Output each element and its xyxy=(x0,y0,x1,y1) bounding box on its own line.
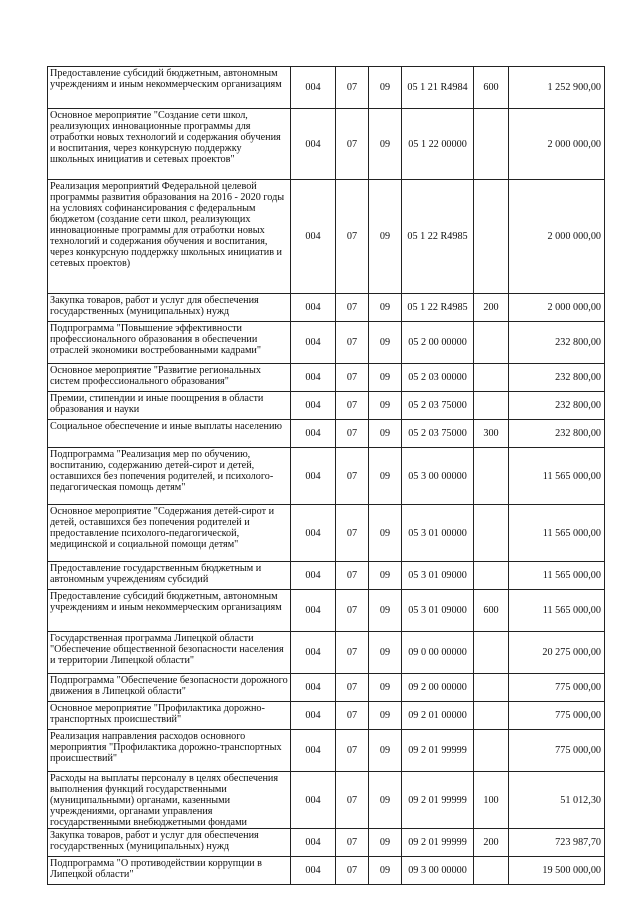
row-sum-cell: 1 252 900,00 xyxy=(509,67,605,109)
row-rz-cell: 07 xyxy=(336,590,369,632)
row-ved-cell: 004 xyxy=(291,632,336,674)
row-sum-cell: 19 500 000,00 xyxy=(509,857,605,885)
row-pr-cell: 09 xyxy=(369,829,402,857)
row-vr-cell xyxy=(474,632,509,674)
row-rz-cell: 07 xyxy=(336,772,369,829)
table-row xyxy=(48,702,605,730)
row-ved-cell: 004 xyxy=(291,322,336,364)
row-vr-cell xyxy=(474,180,509,294)
row-csr-cell: 05 2 03 75000 xyxy=(402,392,474,420)
row-rz-cell: 07 xyxy=(336,505,369,562)
table-row xyxy=(48,322,605,364)
row-name-cell: Подпрограмма "О противодействии коррупции в Липецкой области" xyxy=(48,857,291,885)
row-csr-cell: 05 2 00 00000 xyxy=(402,322,474,364)
row-ved-cell: 004 xyxy=(291,772,336,829)
row-vr-cell xyxy=(474,322,509,364)
row-sum-cell: 775 000,00 xyxy=(509,730,605,772)
row-rz-cell: 07 xyxy=(336,632,369,674)
row-csr-cell: 09 2 01 99999 xyxy=(402,772,474,829)
row-name-cell: Реализация направления расходов основного мероприятия "Профилактика дорожно-транспортных происшествий" xyxy=(48,730,291,772)
table-row xyxy=(48,562,605,590)
row-sum-cell: 2 000 000,00 xyxy=(509,109,605,180)
table-row xyxy=(48,294,605,322)
row-pr-cell: 09 xyxy=(369,364,402,392)
row-rz-cell: 07 xyxy=(336,322,369,364)
row-name-cell: Подпрограмма "Реализация мер по обучению, воспитанию, содержанию детей-сирот и детей, оставшихся без попечения родителей, и психолого-педагогическая помощь детям" xyxy=(48,448,291,505)
row-sum-cell: 723 987,70 xyxy=(509,829,605,857)
table-row xyxy=(48,632,605,674)
row-rz-cell: 07 xyxy=(336,730,369,772)
row-pr-cell: 09 xyxy=(369,392,402,420)
row-rz-cell: 07 xyxy=(336,109,369,180)
row-sum-cell: 232 800,00 xyxy=(509,392,605,420)
row-rz-cell: 07 xyxy=(336,562,369,590)
table-row xyxy=(48,829,605,857)
row-rz-cell: 07 xyxy=(336,294,369,322)
row-sum-cell: 11 565 000,00 xyxy=(509,448,605,505)
row-ved-cell: 004 xyxy=(291,109,336,180)
row-ved-cell: 004 xyxy=(291,562,336,590)
row-csr-cell: 05 3 01 09000 xyxy=(402,562,474,590)
row-ved-cell: 004 xyxy=(291,448,336,505)
row-name-cell: Расходы на выплаты персоналу в целях обеспечения выполнения функций государственными (муниципальными) органами, казенными учреждениями, органами управления государственными внебюджетными фондами xyxy=(48,772,291,829)
row-name-cell: Предоставление субсидий бюджетным, автономным учреждениям и иным некоммерческим организациям xyxy=(48,67,291,109)
table-row xyxy=(48,857,605,885)
row-pr-cell: 09 xyxy=(369,730,402,772)
row-vr-cell xyxy=(474,702,509,730)
row-name-cell: Подпрограмма "Повышение эффективности профессионального образования в обеспечении отраслей экономики востребованными кадрами" xyxy=(48,322,291,364)
row-pr-cell: 09 xyxy=(369,67,402,109)
row-sum-cell: 232 800,00 xyxy=(509,322,605,364)
row-rz-cell: 07 xyxy=(336,674,369,702)
row-vr-cell xyxy=(474,109,509,180)
row-ved-cell: 004 xyxy=(291,590,336,632)
row-pr-cell: 09 xyxy=(369,420,402,448)
row-csr-cell: 05 1 21 R4984 xyxy=(402,67,474,109)
row-ved-cell: 004 xyxy=(291,67,336,109)
row-ved-cell: 004 xyxy=(291,364,336,392)
row-csr-cell: 05 3 01 09000 xyxy=(402,590,474,632)
row-name-cell: Основное мероприятие "Содержания детей-сирот и детей, оставшихся без попечения родителей и предоставление психолого-педагогической, медицинской и социальной помощи детям" xyxy=(48,505,291,562)
row-pr-cell: 09 xyxy=(369,562,402,590)
budget-table xyxy=(47,66,605,885)
row-sum-cell: 11 565 000,00 xyxy=(509,590,605,632)
row-name-cell: Реализация мероприятий Федеральной целевой программы развития образования на 2016 - 2020 годы на условиях софинансирования с федеральным бюджетом (создание сети школ, реализующих инновационные программы для отработки новых технологий и содержания обучения и воспитания, через конкурсную поддержку школьных инициатив и сетевых проектов) xyxy=(48,180,291,294)
row-pr-cell: 09 xyxy=(369,109,402,180)
row-ved-cell: 004 xyxy=(291,505,336,562)
row-csr-cell: 05 1 22 R4985 xyxy=(402,180,474,294)
row-vr-cell: 600 xyxy=(474,67,509,109)
row-ved-cell: 004 xyxy=(291,702,336,730)
row-vr-cell xyxy=(474,562,509,590)
row-rz-cell: 07 xyxy=(336,180,369,294)
row-pr-cell: 09 xyxy=(369,702,402,730)
row-vr-cell: 200 xyxy=(474,294,509,322)
row-ved-cell: 004 xyxy=(291,392,336,420)
row-vr-cell xyxy=(474,730,509,772)
row-rz-cell: 07 xyxy=(336,420,369,448)
table-row xyxy=(48,67,605,109)
row-pr-cell: 09 xyxy=(369,857,402,885)
row-sum-cell: 2 000 000,00 xyxy=(509,180,605,294)
row-pr-cell: 09 xyxy=(369,322,402,364)
row-vr-cell: 300 xyxy=(474,420,509,448)
row-csr-cell: 05 3 01 00000 xyxy=(402,505,474,562)
table-row xyxy=(48,505,605,562)
row-csr-cell: 09 2 01 99999 xyxy=(402,829,474,857)
row-vr-cell xyxy=(474,505,509,562)
table-row xyxy=(48,420,605,448)
row-pr-cell: 09 xyxy=(369,632,402,674)
row-rz-cell: 07 xyxy=(336,392,369,420)
row-csr-cell: 09 0 00 00000 xyxy=(402,632,474,674)
row-rz-cell: 07 xyxy=(336,702,369,730)
row-ved-cell: 004 xyxy=(291,420,336,448)
table-row xyxy=(48,730,605,772)
table-row xyxy=(48,392,605,420)
table-row xyxy=(48,590,605,632)
row-ved-cell: 004 xyxy=(291,674,336,702)
row-sum-cell: 51 012,30 xyxy=(509,772,605,829)
row-ved-cell: 004 xyxy=(291,730,336,772)
row-pr-cell: 09 xyxy=(369,294,402,322)
row-vr-cell: 200 xyxy=(474,829,509,857)
row-ved-cell: 004 xyxy=(291,829,336,857)
row-name-cell: Закупка товаров, работ и услуг для обеспечения государственных (муниципальных) нужд xyxy=(48,294,291,322)
row-vr-cell: 600 xyxy=(474,590,509,632)
row-vr-cell xyxy=(474,674,509,702)
row-pr-cell: 09 xyxy=(369,505,402,562)
row-name-cell: Предоставление государственным бюджетным и автономным учреждениям субсидий xyxy=(48,562,291,590)
table-row xyxy=(48,674,605,702)
row-name-cell: Предоставление субсидий бюджетным, автономным учреждениям и иным некоммерческим организациям xyxy=(48,590,291,632)
row-name-cell: Социальное обеспечение и иные выплаты населению xyxy=(48,420,291,448)
row-csr-cell: 09 2 00 00000 xyxy=(402,674,474,702)
row-ved-cell: 004 xyxy=(291,294,336,322)
row-pr-cell: 09 xyxy=(369,674,402,702)
row-csr-cell: 09 2 01 99999 xyxy=(402,730,474,772)
row-name-cell: Премии, стипендии и иные поощрения в области образования и науки xyxy=(48,392,291,420)
table-row xyxy=(48,109,605,180)
row-name-cell: Подпрограмма "Обеспечение безопасности дорожного движения в Липецкой области" xyxy=(48,674,291,702)
row-rz-cell: 07 xyxy=(336,829,369,857)
row-vr-cell xyxy=(474,364,509,392)
row-pr-cell: 09 xyxy=(369,448,402,505)
row-rz-cell: 07 xyxy=(336,67,369,109)
row-vr-cell xyxy=(474,857,509,885)
table-row xyxy=(48,180,605,294)
row-vr-cell xyxy=(474,448,509,505)
row-csr-cell: 05 2 03 00000 xyxy=(402,364,474,392)
row-sum-cell: 232 800,00 xyxy=(509,364,605,392)
row-csr-cell: 09 2 01 00000 xyxy=(402,702,474,730)
row-sum-cell: 11 565 000,00 xyxy=(509,562,605,590)
row-sum-cell: 232 800,00 xyxy=(509,420,605,448)
table-row xyxy=(48,448,605,505)
row-name-cell: Основное мероприятие "Создание сети школ, реализующих инновационные программы для отработки новых технологий и содержания обучения и воспитания, через конкурсную поддержку школьных инициатив и сетевых проектов" xyxy=(48,109,291,180)
row-csr-cell: 05 2 03 75000 xyxy=(402,420,474,448)
row-name-cell: Государственная программа Липецкой области "Обеспечение общественной безопасности населения и территории Липецкой области" xyxy=(48,632,291,674)
row-name-cell: Основное мероприятие "Профилактика дорожно-транспортных происшествий" xyxy=(48,702,291,730)
row-pr-cell: 09 xyxy=(369,772,402,829)
row-rz-cell: 07 xyxy=(336,857,369,885)
row-ved-cell: 004 xyxy=(291,857,336,885)
row-sum-cell: 775 000,00 xyxy=(509,674,605,702)
row-csr-cell: 05 1 22 00000 xyxy=(402,109,474,180)
row-pr-cell: 09 xyxy=(369,590,402,632)
row-csr-cell: 09 3 00 00000 xyxy=(402,857,474,885)
budget-page xyxy=(47,66,604,885)
row-pr-cell: 09 xyxy=(369,180,402,294)
row-sum-cell: 775 000,00 xyxy=(509,702,605,730)
table-row xyxy=(48,364,605,392)
row-sum-cell: 11 565 000,00 xyxy=(509,505,605,562)
table-body xyxy=(48,67,605,885)
row-name-cell: Основное мероприятие "Развитие региональных систем профессионального образования" xyxy=(48,364,291,392)
row-vr-cell xyxy=(474,392,509,420)
row-name-cell: Закупка товаров, работ и услуг для обеспечения государственных (муниципальных) нужд xyxy=(48,829,291,857)
table-row xyxy=(48,772,605,829)
row-rz-cell: 07 xyxy=(336,364,369,392)
row-rz-cell: 07 xyxy=(336,448,369,505)
row-csr-cell: 05 1 22 R4985 xyxy=(402,294,474,322)
row-ved-cell: 004 xyxy=(291,180,336,294)
row-csr-cell: 05 3 00 00000 xyxy=(402,448,474,505)
row-sum-cell: 20 275 000,00 xyxy=(509,632,605,674)
row-sum-cell: 2 000 000,00 xyxy=(509,294,605,322)
row-vr-cell: 100 xyxy=(474,772,509,829)
